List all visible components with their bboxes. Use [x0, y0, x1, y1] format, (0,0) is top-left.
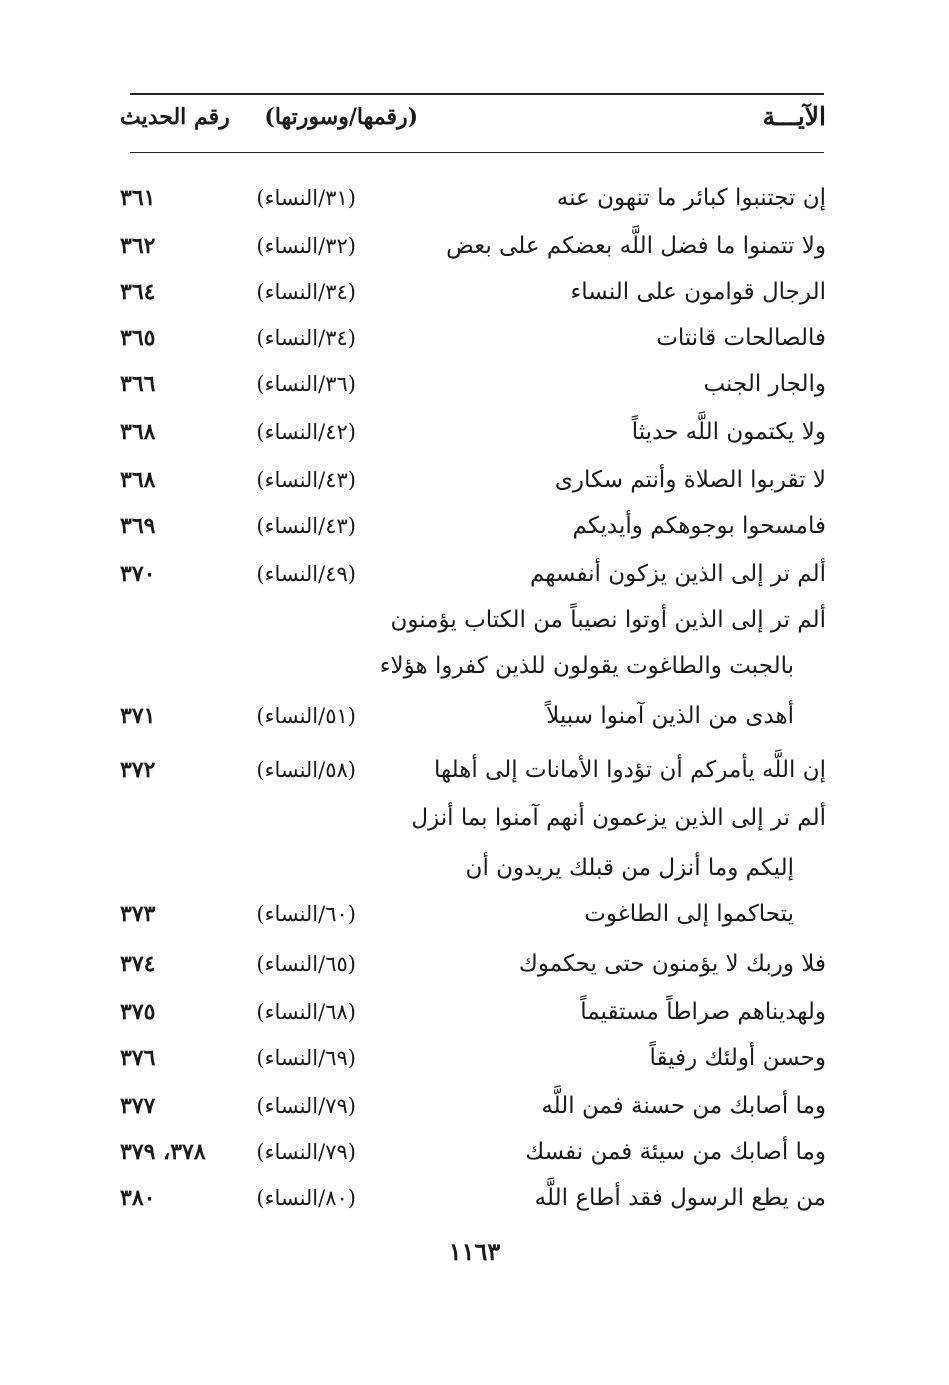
sura-reference: (٧٩/النساء) [256, 1140, 356, 1164]
ayah-text: فلا وربك لا يؤمنون حتى يحكموك [518, 951, 826, 977]
table-row [120, 1038, 826, 1078]
sura-reference: (٤٣/النساء) [256, 468, 356, 492]
hadith-number: ٣٦٨ [120, 419, 156, 445]
hadith-number: ٣٧١ [120, 703, 156, 729]
hadith-number: ٣٦٢ [120, 233, 156, 259]
table-row [120, 750, 826, 790]
ayah-text: ألم تر إلى الذين أوتوا نصيباً من الكتاب يؤمنون [390, 607, 826, 633]
hadith-number: ٣٧٣ [120, 901, 156, 927]
sura-reference: (٤٣/النساء) [256, 514, 356, 538]
ayah-text: وما أصابك من سيئة فمن نفسك [525, 1139, 826, 1165]
table-header [120, 102, 826, 142]
table-row [120, 848, 826, 888]
sura-reference: (٥١/النساء) [256, 704, 356, 728]
table-row [120, 944, 826, 984]
ayah-text: إن اللَّه يأمركم أن تؤدوا الأمانات إلى أهلها [434, 757, 826, 783]
ayah-text: ألم تر إلى الذين يزعمون أنهم آمنوا بما أنزل [411, 805, 826, 831]
header-top-rule [130, 93, 824, 95]
table-row [120, 318, 826, 358]
ayah-text: يتحاكموا إلى الطاغوت [584, 901, 794, 927]
hadith-number: ٣٧٥ [120, 999, 156, 1025]
ayah-text: إن تجتنبوا كبائر ما تنهون عنه [556, 185, 826, 211]
table-row [120, 646, 826, 686]
sura-reference: (٦٨/النساء) [256, 1000, 356, 1024]
table-row [120, 364, 826, 404]
sura-reference: (٣٦/النساء) [256, 372, 356, 396]
sura-reference: (٤٢/النساء) [256, 420, 356, 444]
table-row [120, 554, 826, 594]
page-number: ١١٦٣ [448, 1237, 501, 1266]
hadith-number: ٣٦٩ [120, 513, 156, 539]
table-row [120, 412, 826, 452]
header-ayah: الآيـــة [762, 102, 826, 131]
table-row [120, 894, 826, 934]
table-row [120, 178, 826, 218]
header-sura: (رقمها/وسورتها) [264, 104, 418, 130]
ayah-text: لا تقربوا الصلاة وأنتم سكارى [554, 467, 826, 493]
hadith-number: ٣٧٧ [120, 1093, 156, 1119]
hadith-number: ٣٧٠ [120, 561, 156, 587]
ayah-text: ولا يكتمون اللَّه حديثاً [631, 419, 826, 445]
hadith-number: ٣٧٤ [120, 951, 156, 977]
sura-reference: (٤٩/النساء) [256, 562, 356, 586]
table-row [120, 1178, 826, 1218]
hadith-number: ٣٧٨، ٣٧٩ [120, 1139, 206, 1165]
sura-reference: (٦٩/النساء) [256, 1046, 356, 1070]
sura-reference: (٣٢/النساء) [256, 234, 356, 258]
ayah-text: فامسحوا بوجوهكم وأيديكم [572, 513, 826, 539]
table-row [120, 1086, 826, 1126]
ayah-text: إليكم وما أنزل من قبلك يريدون أن [465, 855, 794, 881]
header-bottom-rule [130, 152, 824, 153]
ayah-text: فالصالحات قانتات [656, 325, 826, 351]
ayah-text: ولا تتمنوا ما فضل اللَّه بعضكم على بعض [446, 233, 826, 259]
hadith-number: ٣٦٦ [120, 371, 156, 397]
ayah-text: الرجال قوامون على النساء [570, 279, 826, 305]
hadith-number: ٣٦٤ [120, 279, 156, 305]
sura-reference: (٣٤/النساء) [256, 326, 356, 350]
sura-reference: (٦٥/النساء) [256, 952, 356, 976]
sura-reference: (٧٩/النساء) [256, 1094, 356, 1118]
ayah-text: ولهديناهم صراطاً مستقيماً [580, 999, 826, 1025]
ayah-text: أهدى من الذين آمنوا سبيلاً [546, 703, 794, 729]
table-row [120, 272, 826, 312]
sura-reference: (٨٠/النساء) [256, 1186, 356, 1210]
ayah-text: وما أصابك من حسنة فمن اللَّه [541, 1093, 826, 1119]
ayah-text: والجار الجنب [703, 371, 826, 397]
sura-reference: (٣٤/النساء) [256, 280, 356, 304]
hadith-number: ٣٧٢ [120, 757, 156, 783]
ayah-text: بالجبت والطاغوت يقولون للذين كفروا هؤلاء [379, 653, 794, 679]
table-row [120, 460, 826, 500]
ayah-text: من يطع الرسول فقد أطاع اللَّه [534, 1185, 826, 1211]
table-row [120, 226, 826, 266]
table-row [120, 992, 826, 1032]
ayah-text: ألم تر إلى الذين يزكون أنفسهم [530, 561, 826, 587]
sura-reference: (٣١/النساء) [256, 186, 356, 210]
hadith-number: ٣٦١ [120, 185, 156, 211]
header-hadith-number: رقم الحديث [120, 104, 230, 130]
table-row [120, 1132, 826, 1172]
table-row [120, 600, 826, 640]
hadith-number: ٣٨٠ [120, 1185, 156, 1211]
table-row [120, 798, 826, 838]
sura-reference: (٦٠/النساء) [256, 902, 356, 926]
hadith-number: ٣٧٦ [120, 1045, 156, 1071]
sura-reference: (٥٨/النساء) [256, 758, 356, 782]
ayah-text: وحسن أولئك رفيقاً [649, 1045, 826, 1071]
hadith-number: ٣٦٨ [120, 467, 156, 493]
table-row [120, 506, 826, 546]
hadith-number: ٣٦٥ [120, 325, 156, 351]
table-row [120, 696, 826, 736]
